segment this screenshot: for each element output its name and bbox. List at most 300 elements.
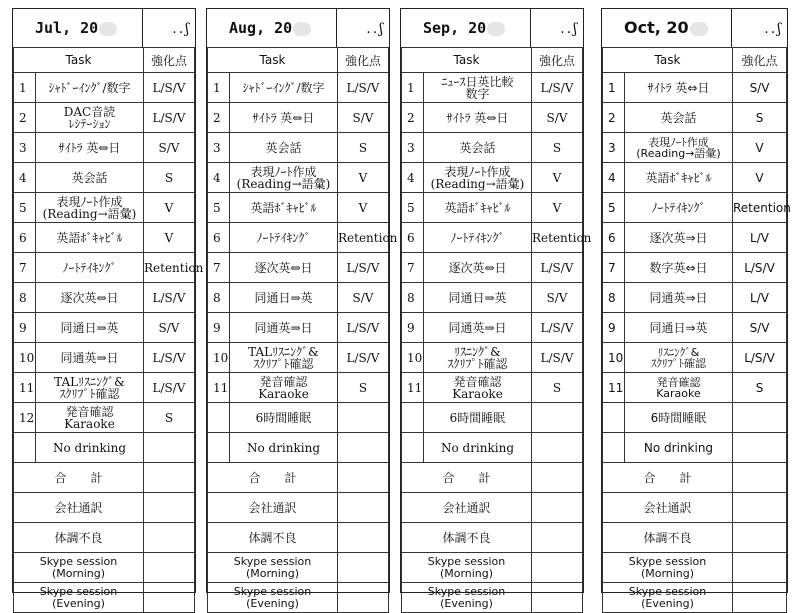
skype-morning-row-value (532, 553, 583, 583)
table-row (603, 433, 787, 463)
focus-header: 強化点 (733, 48, 787, 73)
focus-value: L/V (733, 223, 787, 253)
table-row (14, 433, 195, 463)
task-name: ｻｲﾄﾗ 英⇔日 (230, 103, 338, 133)
row-number (402, 433, 424, 463)
focus-value: S/V (338, 103, 389, 133)
focus-value: V (532, 163, 583, 193)
skype-evening-row-label: Skype session (Evening) (14, 583, 144, 613)
table-row (603, 403, 787, 433)
focus-value: L/S/V (532, 253, 583, 283)
row-number: 6 (208, 223, 230, 253)
total-row-value (532, 463, 583, 493)
table-row (402, 223, 583, 253)
total-row (14, 463, 195, 493)
focus-header: 強化点 (532, 48, 583, 73)
focus-value: L/S/V (733, 253, 787, 283)
focus-value: V (532, 193, 583, 223)
table-row (208, 403, 389, 433)
row-number: 8 (14, 283, 36, 313)
skype-evening-row-value (144, 583, 195, 613)
focus-value (338, 433, 389, 463)
skype-evening-row-label: Skype session (Evening) (402, 583, 532, 613)
focus-value: S (338, 133, 389, 163)
task-name: 同通日⇒英 (625, 313, 733, 343)
focus-value: Retention (733, 193, 787, 223)
sheet-header (207, 9, 389, 48)
table-row (14, 283, 195, 313)
month-text: Jul, 20 (35, 19, 99, 37)
sick-row-value (144, 523, 195, 553)
focus-value: V (144, 193, 195, 223)
table-row (603, 103, 787, 133)
task-name: No drinking (36, 433, 144, 463)
skype-morning-row (208, 553, 389, 583)
table-row (14, 163, 195, 193)
table-row (402, 73, 583, 103)
schedule-sheet (400, 8, 592, 610)
table-row (402, 133, 583, 163)
focus-value: V (733, 163, 787, 193)
skype-morning-row-label: Skype session (Morning) (603, 553, 733, 583)
table-row (402, 343, 583, 373)
row-number: 11 (603, 373, 625, 403)
task-name: 数字英⇔日 (625, 253, 733, 283)
task-name: 6時間睡眠 (625, 403, 733, 433)
table-row (14, 313, 195, 343)
row-number: 2 (603, 103, 625, 133)
interpreting-row-label: 会社通訳 (14, 493, 144, 523)
interpreting-row-value (532, 493, 583, 523)
task-name: 同通英⇒日 (424, 313, 532, 343)
task-name: 発音確認 Karaoke (230, 373, 338, 403)
focus-value: S (144, 403, 195, 433)
task-table (602, 47, 791, 613)
table-row (402, 313, 583, 343)
row-number: 9 (402, 313, 424, 343)
total-row (208, 463, 389, 493)
sick-row-value (733, 523, 787, 553)
table-row (603, 373, 787, 403)
sick-row (208, 523, 389, 553)
task-name: No drinking (424, 433, 532, 463)
task-name: No drinking (230, 433, 338, 463)
task-name: 逐次英⇔日 (36, 283, 144, 313)
focus-value: L/S/V (532, 313, 583, 343)
task-name: 同通日⇒英 (36, 313, 144, 343)
task-table (13, 47, 204, 613)
row-number: 6 (402, 223, 424, 253)
focus-value: V (144, 223, 195, 253)
total-row-value (338, 463, 389, 493)
table-row (208, 343, 389, 373)
sick-row-value (532, 523, 583, 553)
task-name: 発音確認 Karaoke (424, 373, 532, 403)
table-row (603, 73, 787, 103)
table-row (603, 313, 787, 343)
row-number (603, 433, 625, 463)
focus-value: Retention (144, 253, 195, 283)
skype-morning-row-value (338, 553, 389, 583)
skype-evening-row (208, 583, 389, 613)
table-row (14, 343, 195, 373)
task-name: 同通英⇒日 (625, 283, 733, 313)
month-text: Aug, 20 (229, 19, 293, 37)
task-name: ﾆｭｰｽ日英比較 数字 (424, 73, 532, 103)
table-row (208, 193, 389, 223)
focus-value: L/S/V (144, 373, 195, 403)
focus-header: 強化点 (338, 48, 389, 73)
task-name: 表現ﾉｰﾄ作成 (Reading→語彙) (424, 163, 532, 193)
task-name: 逐次英⇒日 (625, 223, 733, 253)
row-number: 3 (603, 133, 625, 163)
decoration: ..ʃ (764, 21, 783, 37)
focus-value: S/V (338, 283, 389, 313)
sick-row (603, 523, 787, 553)
focus-value: S (733, 373, 787, 403)
focus-value: V (338, 193, 389, 223)
table-row (603, 343, 787, 373)
table-row (402, 373, 583, 403)
focus-value: L/S/V (144, 103, 195, 133)
skype-morning-row (14, 553, 195, 583)
skype-morning-row (603, 553, 787, 583)
skype-evening-row-label: Skype session (Evening) (208, 583, 338, 613)
task-name: 同通英⇒日 (36, 343, 144, 373)
focus-value: L/S/V (338, 253, 389, 283)
focus-value: S (144, 163, 195, 193)
table-row (208, 163, 389, 193)
task-name: 同通英⇒日 (230, 313, 338, 343)
task-name: ﾘｽﾆﾝｸﾞ& ｽｸﾘﾌﾟﾄ確認 (625, 343, 733, 373)
month-text: Oct, 20 (624, 18, 689, 37)
task-name: 同通日⇒英 (230, 283, 338, 313)
task-name: DAC音読 ﾚｼﾃｰｼｮﾝ (36, 103, 144, 133)
skype-evening-row-value (532, 583, 583, 613)
focus-value: L/S/V (144, 283, 195, 313)
table-row (603, 283, 787, 313)
table-row (402, 103, 583, 133)
row-number: 5 (14, 193, 36, 223)
row-number: 11 (402, 373, 424, 403)
row-number (603, 403, 625, 433)
table-row (603, 253, 787, 283)
interpreting-row (208, 493, 389, 523)
table-row (208, 373, 389, 403)
row-number: 6 (603, 223, 625, 253)
table-row (14, 193, 195, 223)
focus-value: L/S/V (733, 343, 787, 373)
row-number: 4 (208, 163, 230, 193)
table-row (402, 193, 583, 223)
task-name: TALﾘｽﾆﾝｸﾞ& ｽｸﾘﾌﾟﾄ確認 (230, 343, 338, 373)
row-number: 10 (14, 343, 36, 373)
row-number: 5 (603, 193, 625, 223)
table-row (208, 313, 389, 343)
row-number: 5 (208, 193, 230, 223)
task-name: ｻｲﾄﾗ 英⇔日 (424, 103, 532, 133)
row-number: 10 (603, 343, 625, 373)
row-number: 6 (14, 223, 36, 253)
table-row (14, 73, 195, 103)
focus-value: S (338, 373, 389, 403)
focus-value: S/V (532, 283, 583, 313)
row-number: 1 (603, 73, 625, 103)
sick-row (402, 523, 583, 553)
table-row (603, 163, 787, 193)
redacted-year (690, 22, 708, 36)
task-name: 6時間睡眠 (230, 403, 338, 433)
row-number: 2 (14, 103, 36, 133)
task-name: 英会話 (424, 133, 532, 163)
total-row (603, 463, 787, 493)
task-header: Task (14, 48, 144, 73)
skype-morning-row (402, 553, 583, 583)
task-name: ﾉｰﾄﾃｲｷﾝｸﾞ (36, 253, 144, 283)
interpreting-row-value (338, 493, 389, 523)
task-name: 発音確認 Karaoke (36, 403, 144, 433)
focus-value: L/S/V (532, 73, 583, 103)
skype-evening-row-value (733, 583, 787, 613)
task-name: ｼｬﾄﾞｰｲﾝｸﾞ/数字 (230, 73, 338, 103)
total-row-value (144, 463, 195, 493)
table-row (402, 433, 583, 463)
focus-value: S/V (733, 313, 787, 343)
interpreting-row-label: 会社通訳 (402, 493, 532, 523)
row-number: 7 (402, 253, 424, 283)
task-name: TALﾘｽﾆﾝｸﾞ& ｽｸﾘﾌﾟﾄ確認 (36, 373, 144, 403)
task-name: 発音確認 Karaoke (625, 373, 733, 403)
interpreting-row-label: 会社通訳 (603, 493, 733, 523)
sheet-header (401, 9, 583, 48)
focus-value: S/V (532, 103, 583, 133)
row-number: 7 (208, 253, 230, 283)
sick-row (14, 523, 195, 553)
redacted-year (487, 22, 505, 36)
sick-row-label: 体調不良 (402, 523, 532, 553)
row-number (402, 403, 424, 433)
task-name: 表現ﾉｰﾄ作成 (Reading→語彙) (625, 133, 733, 163)
task-header: Task (603, 48, 733, 73)
task-table (401, 47, 592, 613)
focus-value (733, 403, 787, 433)
table-row (14, 223, 195, 253)
table-row (208, 283, 389, 313)
total-row-label: 合 計 (208, 463, 338, 493)
schedule-sheet (206, 8, 398, 610)
focus-value: L/S/V (338, 313, 389, 343)
focus-value: L/S/V (144, 73, 195, 103)
task-name: 逐次英⇔日 (424, 253, 532, 283)
sick-row-label: 体調不良 (14, 523, 144, 553)
focus-value: V (733, 133, 787, 163)
task-name: 同通日⇒英 (424, 283, 532, 313)
row-number: 11 (208, 373, 230, 403)
total-row-label: 合 計 (603, 463, 733, 493)
table-row (603, 133, 787, 163)
sheet-header (13, 9, 195, 48)
month-label (13, 9, 143, 47)
row-number (14, 433, 36, 463)
row-number: 5 (402, 193, 424, 223)
skype-evening-row (603, 583, 787, 613)
skype-morning-row-value (144, 553, 195, 583)
table-row (14, 403, 195, 433)
row-number: 8 (208, 283, 230, 313)
row-number: 4 (14, 163, 36, 193)
task-name: 英会話 (36, 163, 144, 193)
task-name: ｼｬﾄﾞｰｲﾝｸﾞ/数字 (36, 73, 144, 103)
focus-value: L/S/V (338, 343, 389, 373)
row-number: 10 (208, 343, 230, 373)
task-name: ﾉｰﾄﾃｲｷﾝｸﾞ (625, 193, 733, 223)
focus-value (532, 403, 583, 433)
task-header: Task (208, 48, 338, 73)
focus-value: S (532, 373, 583, 403)
sick-row-value (338, 523, 389, 553)
task-name: 英語ﾎﾞｷｬﾋﾞﾙ (36, 223, 144, 253)
focus-value: S (733, 103, 787, 133)
table-row (402, 403, 583, 433)
task-name: 逐次英⇔日 (230, 253, 338, 283)
sick-row-label: 体調不良 (208, 523, 338, 553)
month-text: Sep, 20 (423, 19, 487, 37)
table-row (208, 73, 389, 103)
table-row (208, 133, 389, 163)
focus-value (532, 433, 583, 463)
task-name: 6時間睡眠 (424, 403, 532, 433)
task-name: ﾉｰﾄﾃｲｷﾝｸﾞ (230, 223, 338, 253)
row-number (208, 403, 230, 433)
row-number: 7 (603, 253, 625, 283)
row-number: 12 (14, 403, 36, 433)
row-number: 1 (208, 73, 230, 103)
task-name: ｻｲﾄﾗ 英⇔日 (36, 133, 144, 163)
skype-morning-row-label: Skype session (Morning) (208, 553, 338, 583)
redacted-year (293, 22, 311, 36)
skype-evening-row (14, 583, 195, 613)
row-number: 9 (603, 313, 625, 343)
decoration: ..ʃ (560, 21, 579, 37)
row-number: 1 (402, 73, 424, 103)
task-name: 英語ﾎﾞｷｬﾋﾞﾙ (625, 163, 733, 193)
row-number (208, 433, 230, 463)
focus-value: L/S/V (338, 73, 389, 103)
decoration: ..ʃ (172, 21, 191, 37)
month-label (207, 9, 337, 47)
row-number: 3 (208, 133, 230, 163)
row-number: 9 (14, 313, 36, 343)
table-row (208, 253, 389, 283)
row-number: 4 (603, 163, 625, 193)
focus-value: S/V (144, 313, 195, 343)
table-row (14, 133, 195, 163)
interpreting-row-label: 会社通訳 (208, 493, 338, 523)
focus-value: V (338, 163, 389, 193)
focus-value: L/S/V (532, 343, 583, 373)
task-name: 英会話 (625, 103, 733, 133)
focus-value: S/V (733, 73, 787, 103)
skype-evening-row-value (338, 583, 389, 613)
task-name: ｻｲﾄﾗ 英⇔日 (625, 73, 733, 103)
focus-value (733, 433, 787, 463)
focus-value: S/V (144, 133, 195, 163)
focus-value: Retention (532, 223, 583, 253)
month-label (602, 9, 732, 47)
row-number: 1 (14, 73, 36, 103)
row-number: 10 (402, 343, 424, 373)
row-number: 4 (402, 163, 424, 193)
interpreting-row-value (733, 493, 787, 523)
focus-value: Retention (338, 223, 389, 253)
table-row (14, 373, 195, 403)
schedule-sheet (12, 8, 204, 610)
table-row (402, 253, 583, 283)
skype-evening-row (402, 583, 583, 613)
row-number: 9 (208, 313, 230, 343)
month-label (401, 9, 531, 47)
task-name: 英語ﾎﾞｷｬﾋﾞﾙ (230, 193, 338, 223)
task-name: ﾘｽﾆﾝｸﾞ& ｽｸﾘﾌﾟﾄ確認 (424, 343, 532, 373)
focus-value (338, 403, 389, 433)
row-number: 3 (402, 133, 424, 163)
task-name: No drinking (625, 433, 733, 463)
table-row (603, 223, 787, 253)
table-row (402, 163, 583, 193)
focus-value: S (532, 133, 583, 163)
total-row-label: 合 計 (14, 463, 144, 493)
task-name: 表現ﾉｰﾄ作成 (Reading→語彙) (230, 163, 338, 193)
redacted-year (99, 22, 117, 36)
interpreting-row (603, 493, 787, 523)
row-number: 3 (14, 133, 36, 163)
row-number: 11 (14, 373, 36, 403)
row-number: 2 (402, 103, 424, 133)
sick-row-label: 体調不良 (603, 523, 733, 553)
interpreting-row-value (144, 493, 195, 523)
table-row (14, 253, 195, 283)
schedule-sheet (601, 8, 791, 610)
interpreting-row (402, 493, 583, 523)
skype-morning-row-value (733, 553, 787, 583)
table-row (208, 433, 389, 463)
table-row (14, 103, 195, 133)
focus-value: L/S/V (144, 343, 195, 373)
row-number: 8 (402, 283, 424, 313)
task-header: Task (402, 48, 532, 73)
skype-evening-row-label: Skype session (Evening) (603, 583, 733, 613)
row-number: 7 (14, 253, 36, 283)
task-name: 表現ﾉｰﾄ作成 (Reading→語彙) (36, 193, 144, 223)
table-row (402, 283, 583, 313)
focus-header: 強化点 (144, 48, 195, 73)
focus-value: L/V (733, 283, 787, 313)
total-row (402, 463, 583, 493)
task-name: 英会話 (230, 133, 338, 163)
sheet-header (602, 9, 787, 48)
row-number: 8 (603, 283, 625, 313)
focus-value (144, 433, 195, 463)
table-row (208, 103, 389, 133)
task-table (207, 47, 398, 613)
task-name: 英語ﾎﾞｷｬﾋﾞﾙ (424, 193, 532, 223)
table-row (208, 223, 389, 253)
interpreting-row (14, 493, 195, 523)
total-row-value (733, 463, 787, 493)
row-number: 2 (208, 103, 230, 133)
decoration: ..ʃ (366, 21, 385, 37)
skype-morning-row-label: Skype session (Morning) (402, 553, 532, 583)
